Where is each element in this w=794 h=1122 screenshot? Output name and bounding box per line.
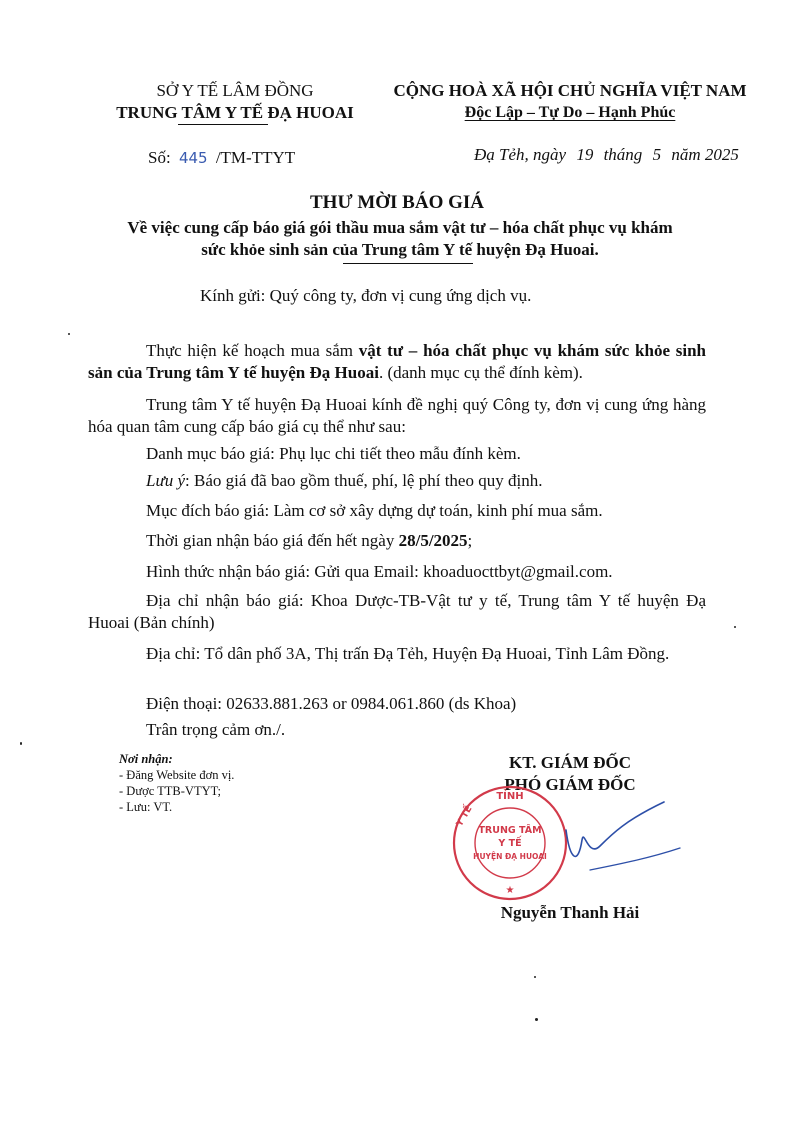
scan-speck — [20, 742, 22, 745]
agency-underline — [178, 124, 268, 125]
recipients — [119, 751, 339, 815]
document-number-prefix: Số: — [148, 148, 171, 167]
place-date — [474, 144, 739, 166]
agency-name — [90, 80, 380, 124]
paragraph-4 — [88, 470, 706, 492]
national-name: CỘNG HOÀ XÃ HỘI CHỦ NGHĨA VIỆT NAM — [393, 81, 747, 100]
p6-deadline: 28/5/2025 — [398, 531, 468, 550]
greeting: Kính gửi: Quý công ty, đơn vị cung ứng dịch vụ. — [200, 286, 532, 305]
issuing-agency: TRUNG TÂM Y TẾ ĐẠ HUOAI — [116, 103, 354, 122]
recipients-heading: Nơi nhận: — [119, 752, 173, 766]
date-month: 5 — [652, 145, 662, 164]
paragraph-11: Trân trọng cảm ơn./. — [146, 720, 286, 739]
p6-text: Thời gian nhận báo giá đến hết ngày — [146, 531, 399, 550]
signature-title-2: PHÓ GIÁM ĐỐC — [504, 775, 636, 794]
paragraph-3: Danh mục báo giá: Phụ lục chi tiết theo mẫu đính kèm. — [146, 444, 521, 463]
paragraph-1 — [88, 340, 706, 384]
document-number — [148, 147, 295, 169]
recipient-item: - Dược TTB-VTYT; — [119, 784, 222, 798]
document-number-suffix: /TM-TTYT — [215, 148, 296, 167]
national-motto: Độc Lập – Tự Do – Hạnh Phúc — [464, 104, 676, 121]
paragraph-8: Địa chỉ nhận báo giá: Khoa Dược-TB-Vật tư y tế, Trung tâm Y tế huyện Đạ Huoai (Bản chính) — [88, 591, 706, 632]
parent-agency: SỞ Y TẾ LÂM ĐỒNG — [156, 81, 314, 100]
scan-speck — [534, 976, 536, 978]
paragraph-7: Hình thức nhận báo giá: Gửi qua Email: khoaduocttbyt@gmail.com. — [146, 562, 613, 581]
document-title: THƯ MỜI BÁO GIÁ — [310, 192, 484, 213]
paragraph-2: Trung tâm Y tế huyện Đạ Huoai kính đề nghị quý Công ty, đơn vị cung ứng hàng hóa quan tâm cung cấp báo giá cụ thể như sau: — [88, 395, 706, 436]
place-date-prefix: Đạ Tẻh, ngày — [474, 145, 567, 164]
p1-bold: vật tư – hóa chất phục vụ khám sức khỏe sinh sản của Trung tâm Y tế huyện Đạ Huoai — [88, 341, 707, 382]
subject-line-1: Về việc cung cấp báo giá gói thầu mua sắm vật tư – hóa chất phục vụ khám — [127, 218, 673, 237]
recipient-item: - Lưu: VT. — [119, 800, 173, 814]
p4-text: : Báo giá đã bao gồm thuế, phí, lệ phí theo quy định. — [185, 471, 543, 490]
date-month-label: tháng — [603, 145, 643, 164]
scan-speck — [734, 626, 736, 628]
p4-note-label: Lưu ý — [146, 471, 186, 490]
stamp-center-1: TRUNG TÂM — [478, 825, 542, 836]
scan-speck — [68, 333, 70, 335]
paragraph-5: Mục đích báo giá: Làm cơ sở xây dựng dự toán, kinh phí mua sắm. — [146, 501, 603, 520]
stamp-center-2: Y TẾ — [498, 838, 522, 849]
scan-speck — [535, 1018, 538, 1021]
p1-text: Thực hiện kế hoạch mua sắm — [146, 341, 359, 360]
signer-name: Nguyễn Thanh Hải — [500, 903, 640, 922]
document-subject — [60, 217, 740, 261]
subject-line-2: sức khỏe sinh sản của Trung tâm Y tế huyện Đạ Huoai. — [201, 240, 599, 259]
stamp-top-text: TỈNH — [496, 791, 524, 802]
stamp-left-text: Y TẾ — [454, 804, 475, 829]
date-year: năm 2025 — [671, 145, 739, 164]
paragraph-9: Địa chỉ: Tổ dân phố 3A, Thị trấn Đạ Tẻh, Huyện Đạ Huoai, Tỉnh Lâm Đồng. — [146, 644, 670, 663]
p1-text-end: . (danh mục cụ thể đính kèm). — [378, 363, 583, 382]
paragraph-10: Điện thoại: 02633.881.263 or 0984.061.860 (ds Khoa) — [146, 694, 517, 713]
paragraph-6 — [88, 530, 706, 552]
stamp-star-icon: ★ — [505, 885, 515, 896]
date-day: 19 — [576, 145, 594, 164]
handwritten-signature — [560, 800, 690, 880]
official-stamp — [450, 783, 570, 903]
stamp-center-3: HUYỆN ĐẠ HUOAI — [473, 852, 547, 861]
subject-underline — [343, 263, 473, 264]
p6-text-end: ; — [467, 531, 473, 550]
document-number-value: 445 — [178, 149, 208, 167]
signature-title-1: KT. GIÁM ĐỐC — [509, 753, 631, 772]
national-header — [380, 80, 760, 124]
recipient-item: - Đăng Website đơn vị. — [119, 768, 235, 782]
